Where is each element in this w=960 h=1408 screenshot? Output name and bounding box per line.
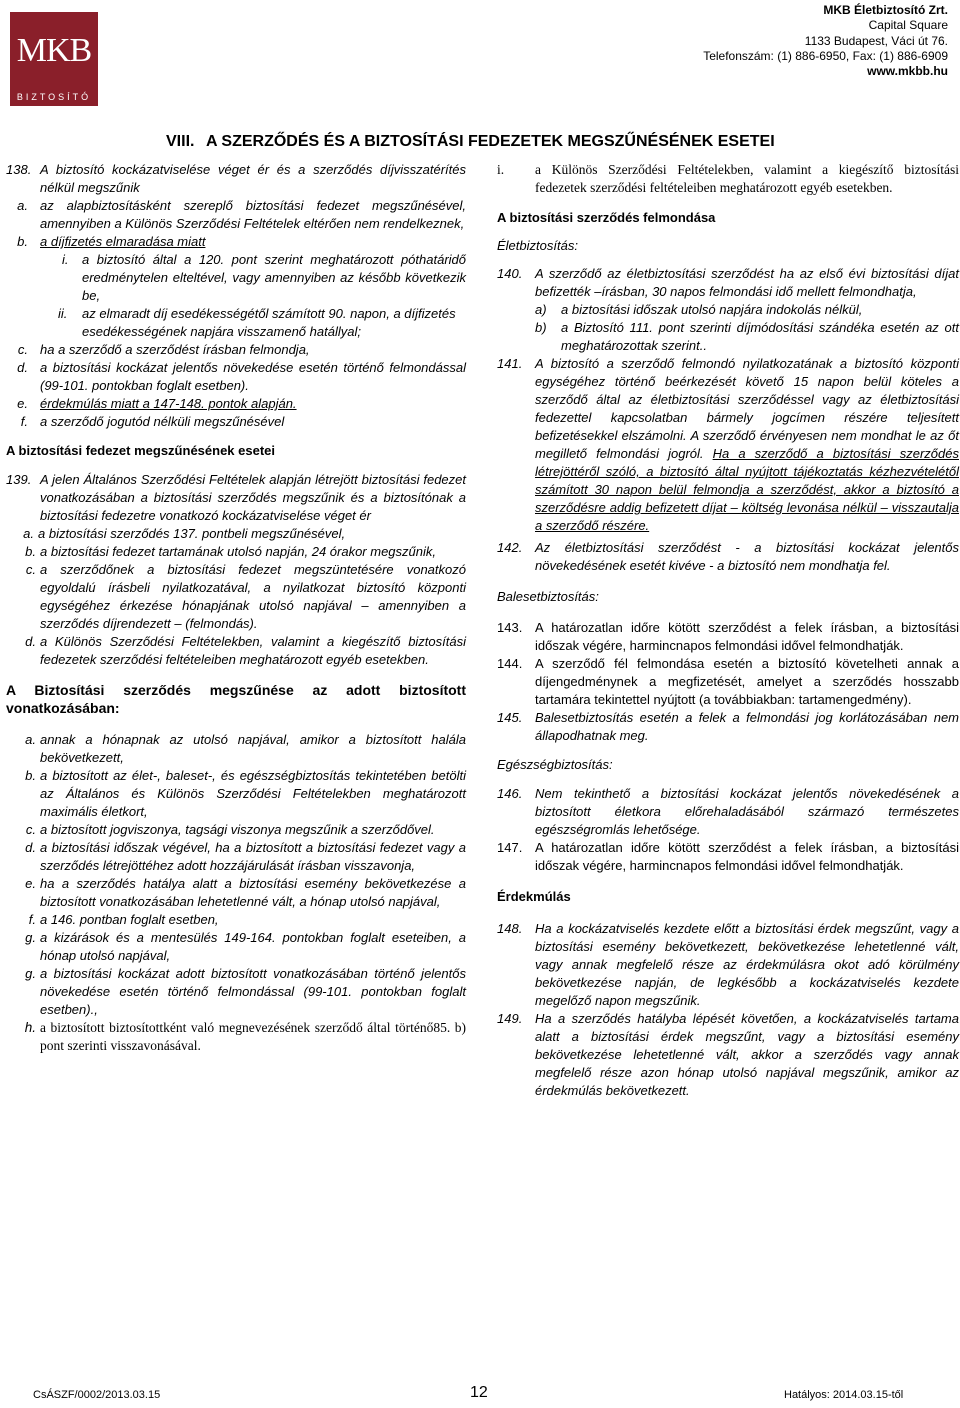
address-line: Capital Square [868, 18, 948, 33]
list-item: d. a Különös Szerződési Feltételekben, valamint a kiegészítő biztosítási fedezetek szerződési feltételeiben meghatározott egyéb esetekben. [25, 634, 466, 667]
list-item: b) a Biztosító 111. pont szerinti díjmódosítási szándéka esetén az ott meghatározottak szerint.. [535, 320, 959, 353]
phone-line: Telefonszám: (1) 886-6950, Fax: (1) 886-6909 [703, 48, 948, 63]
logo-main: MKB [16, 32, 92, 69]
section-number: VIII. [166, 133, 195, 150]
list-item: ii. az elmaradt díj esedékességétől számított 90. napon, a díjfizetés esedékességének napjára visszamenő hatállyal; [58, 306, 456, 339]
para-147: 147. A határozatlan időre kötött szerződést a felek írásban, a biztosítási időszak végére, harmincnapos felmondási idővel felmondhatják. [497, 840, 959, 873]
heading-biztositott: A Biztosítási szerződés megszűnése az adott biztosított vonatkozásában: [6, 682, 466, 716]
footer-doc-id: CsÁSZF/0002/2013.03.15 [33, 1389, 161, 1401]
para-138: 138. A biztosító kockázatviselése véget ér és a szerződés díjvisszatérítés nélkül megszűnik [6, 162, 466, 195]
website-link[interactable]: www.mkbb.hu [867, 64, 948, 79]
footer-effective-date: Hatályos: 2014.03.15-től [784, 1389, 904, 1401]
section-title [166, 133, 775, 151]
list-item: i. a biztosító által a 120. pont szerint meghatározott póthatáridő eredménytelen elteltével, vagy amennyiben az később következik be, [62, 252, 466, 303]
list-item: g. a biztosítási kockázat adott biztosított vonatkozásában történő jelentős növekedése esetén történő felmondással (99-101. pontokban foglalt esetben)., [25, 966, 466, 1017]
heading-balesetbiztositas: Balesetbiztosítás: [497, 589, 599, 604]
mkb-logo [10, 12, 98, 106]
list-item: b. a biztosítási fedezet tartamának utolsó napján, 24 órakor megszűnik, [25, 544, 436, 559]
list-item: g. a kizárások és a mentesülés 149-164. pontokban foglalt eseteiben, a hónap utolsó napjával, [25, 930, 466, 963]
list-item: c. a biztosított jogviszonya, tagsági viszonya megszűnik a szerződővel. [25, 822, 435, 837]
left-column [6, 161, 466, 1055]
list-item: c. a szerződőnek a biztosítási fedezet megszüntetésére vonatkozó egyoldalú írásbeli nyilatkozatával, a nyilatkozat biztosító központi egységéhez érkezése hónapjának utolsó napjával – amennyiben a szerződés díjrendezett – (felmondás). [25, 562, 466, 631]
list-item: d. a biztosítási kockázat jelentős növekedése esetén történő felmondással (99-101. pontokban foglalt esetben). [17, 360, 466, 393]
list-item: a. az alapbiztosításként szereplő biztosítási fedezet megszűnésével, amennyiben a Különös Szerződési Feltételek eltérően nem rendelkeznek, [17, 198, 466, 231]
list-item: e. ha a szerződés hatálya alatt a biztosítási esemény bekövetkezése a biztosított vonatkozásában lehetetlenné vált, a hónap utolsó napjával, [25, 876, 466, 909]
para-149: 149. Ha a szerződés hatályba lépését követően, a kockázatviselés tartama alatt a biztosítási érdek megszűnt, vagy a biztosítási esemény bekövetkezése lehetetlenné vált, akkor a szerződés vagy annak megfelelő része azon hónap utolsó napjával megszűnik, amikor az érdekmúlás bekövetkezett. [497, 1011, 959, 1098]
page-number: 12 [470, 1384, 488, 1401]
company-name: MKB Életbiztosító Zrt. [823, 3, 948, 17]
list-item: e. érdekmúlás miatt a 147-148. pontok alapján. [17, 396, 297, 411]
para-141: 141. A biztosító a szerződő felmondó nyilatkozatának a biztosító központi egységéhez történő beérkezését követő 15 napon belül köteles a szerződő által az életbiztosítási szerződéssel vagy az életbiztosítási fedezettel kapcsolatban bármely jogcímen részére teljesített befizetésekkel elszámolni. A szerződő érvényesen nem mondhat le az őt megillető felmondási jogról. Ha a szerződő a biztosítási szerződés létrejöttéről szóló, a biztosító által nyújtott tájékoztatás kézhezvételétől számított 30 napon belül felmondja a szerződést, akkor a biztosító a szerződésre addig befizetett díjat – költség levonása nélkül – visszautalja a szerződő részére. [497, 356, 959, 533]
para-140: 140. A szerződő az életbiztosítási szerződést ha az első évi biztosítási díjat befizették –írásban, 30 napos felmondási idő mellett felmondhatja, [497, 266, 959, 299]
heading-felmondas: A biztosítási szerződés felmondása [497, 210, 716, 225]
list-item: a. annak a hónapnak az utolsó napjával, amikor a biztosított halála bekövetkezett, [25, 732, 466, 765]
heading-erdekmulas: Érdekmúlás [497, 889, 571, 904]
list-item: b. a díjfizetés elmaradása miatt [17, 234, 206, 249]
list-item: b. a biztosított az élet-, baleset-, és egészségbiztosítás tekintetében betölti az Általános és Különös Szerződési Feltételekben meghatározott maximális életkort, [25, 768, 466, 819]
para-145: 145. Balesetbiztosítás esetén a felek a felmondási jog korlátozásában nem állapodhatnak meg. [497, 710, 959, 743]
list-item: f. a 146. pontban foglalt esetben, [28, 912, 219, 927]
list-item: d. a biztosítási időszak végével, ha a biztosított a biztosítási fedezet vagy a szerződés létrejöttéhez adott hozzájárulását írásban visszavonja, [25, 840, 466, 873]
para-143: 143. A határozatlan időre kötött szerződést a felek írásban, a biztosítási időszak végére, harmincnapos felmondási idővel felmondhatják. [497, 620, 959, 653]
para-146: 146. Nem tekinthető a biztosítási kockázat jelentős növekedésének a biztosított életkora előrehaladásából származó természetes egészségromlás lehetősége. [497, 786, 959, 837]
address-line: 1133 Budapest, Váci út 76. [804, 33, 948, 48]
para-148: 148. Ha a kockázatviselés kezdete előtt a biztosítási érdek megszűnt, vagy a biztosítási esemény bekövetkezett, bekövetkezése lehetetlenné vált, vagy annak megfelelő része az érdekmúlásra okot adó körülmény bekövetkezése napján, de legkésőbb a kockázatviselés kezdete megelőző napon megszűnik. [497, 921, 959, 1008]
list-item: i. a Különös Szerződési Feltételekben, valamint a kiegészítő biztosítási fedezetek szerződési feltételeiben meghatározott egyéb esetekben. [497, 162, 959, 195]
heading-egeszsegbiztositas: Egészségbiztosítás: [497, 757, 613, 772]
list-item: h. a biztosított biztosítottként való megnevezésének szerződő által történő85. b) pont szerinti visszavonásával. [24, 1020, 466, 1053]
list-item: a. a biztosítási szerződés 137. pontbeli megszűnésével, [23, 526, 346, 541]
section-heading: A SZERZŐDÉS ÉS A BIZTOSÍTÁSI FEDEZETEK MEGSZŰNÉSÉNEK ESETEI [206, 133, 775, 150]
right-column [497, 161, 959, 1100]
para-142: 142. Az életbiztosítási szerződést - a biztosítási kockázat jelentős növekedésének esetét kivéve - a biztosító nem mondhatja fel. [497, 540, 959, 573]
list-item: c. ha a szerződő a szerződést írásban felmondja, [17, 342, 310, 357]
logo-sub: BIZTOSÍTÓ [16, 92, 92, 102]
para-139: 139. A jelen Általános Szerződési Feltételek alapján létrejött biztosítási fedezet vonatkozásában a biztosítási szerződés megszűnik és a biztosítónak a biztosítási fedezetre vonatkozó kockázatviselése véget ér [6, 472, 466, 523]
para-144: 144. A szerződő fél felmondása esetén a biztosító követelheti annak a díjengedménynek a megfizetését, amelyet a szerződés hosszabb tartamára tekintettel nyújtott (a továbbiakban: tartamengedmény). [497, 656, 959, 707]
list-item: a) a biztosítási időszak utolsó napjára indokolás nélkül, [535, 302, 863, 317]
company-header [703, 3, 948, 79]
list-item: f. a szerződő jogutód nélküli megszűnésével [20, 414, 285, 429]
heading-eletbiztositas: Életbiztosítás: [497, 238, 578, 253]
heading-fedezet: A biztosítási fedezet megszűnésének esetei [6, 443, 276, 458]
